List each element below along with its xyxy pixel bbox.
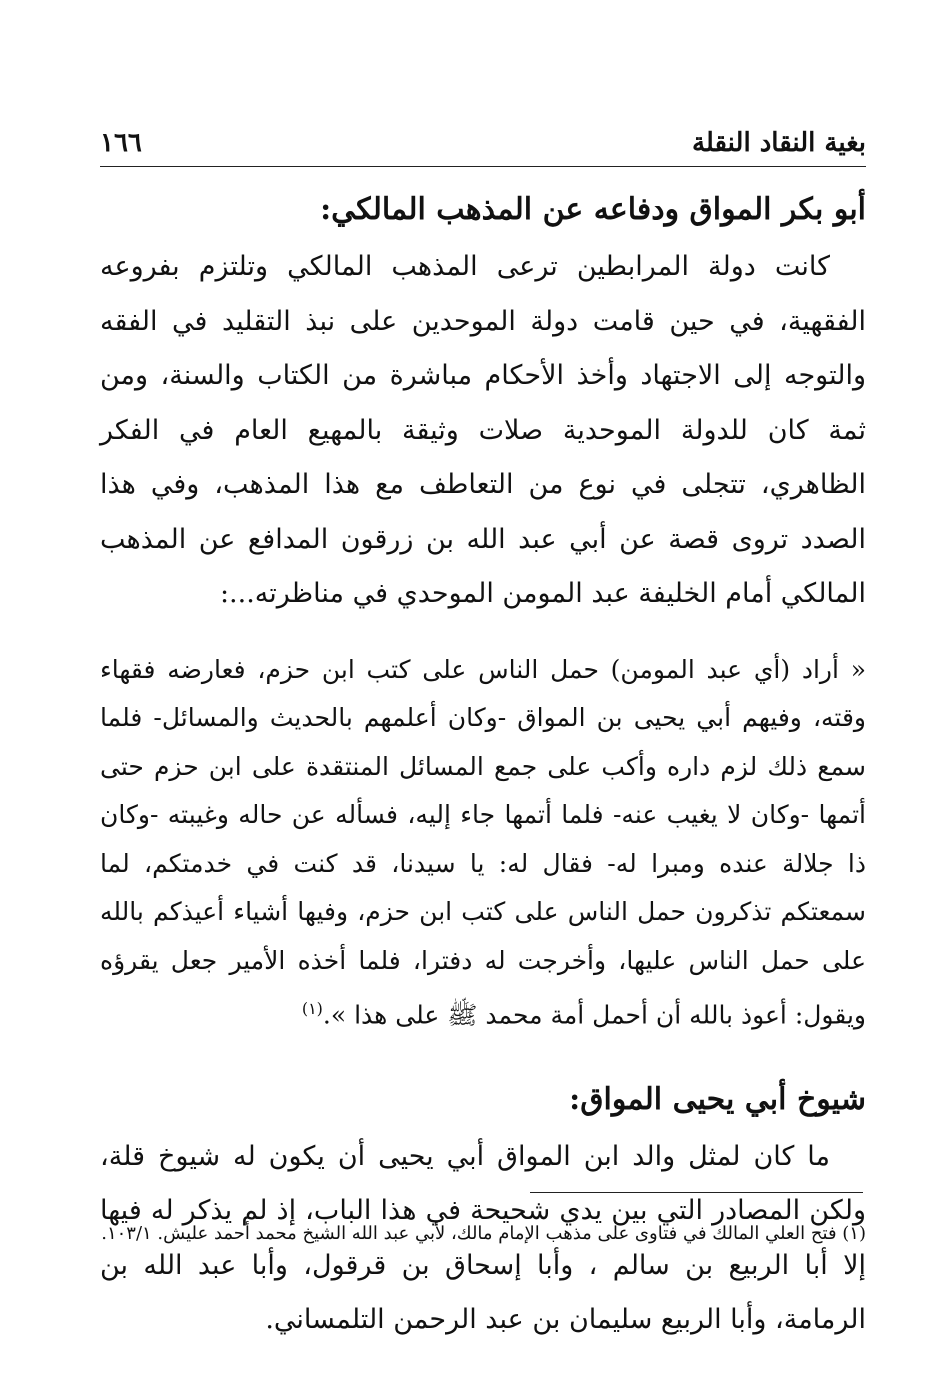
section-heading-almawwaq-defense: أبو بكر المواق ودفاعه عن المذهب المالكي: [320, 192, 866, 227]
footnote: (١) فتح العلي المالك في فتاوى على مذهب الإمام مالك، لأبي عبد الله الشيخ محمد أحمد عليش. ١٠٣/١. [101, 1223, 866, 1244]
footnote-divider [530, 1192, 863, 1193]
paragraph-teachers: ما كان لمثل والد ابن المواق أبي يحيى أن يكون له شيوخ قلة، ولكن المصادر التي بين يدي شحيحة في هذا الباب، إذ لم يذكر له فيها إلا أبا الربيع بن سالم ، وأبا إسحاق بن قرقول، وأبا عبد الله بن الرمامة، وأبا الربيع سليمان بن عبد الرحمن التلمساني. [100, 1140, 866, 1336]
page-number: ١٦٦ [100, 128, 142, 158]
block-quote [100, 646, 866, 1040]
header-title: بغية النقاد النقلة [691, 128, 866, 158]
footnote-reference: (١) [301, 999, 323, 1018]
paragraph-states: كانت دولة المرابطين ترعى المذهب المالكي وتلتزم بفروعه الفقهية، في حين قامت دولة الموحدين على نبذ التقليد في الفقه والتوجه إلى الاجتهاد وأخذ الأحكام مباشرة من الكتاب والسنة، ومن ثمة كان للدولة الموحدية صلات وثيقة بالمهيع العام في الفكر الظاهري، تتجلى في نوع من التعاطف مع هذا المذهب، وفي هذا الصدد تروى قصة عن أبي عبد الله بن زرقون المدافع عن المذهب المالكي أمام الخليفة عبد المومن الموحدي في مناظرته...: [100, 251, 866, 609]
quote-text: « أراد (أي عبد المومن) حمل الناس على كتب ابن حزم، فعارضه فقهاء وقته، وفيهم أبي يحيى بن المواق -وكان أعلمهم بالحديث والمسائل- فلما سمع ذلك لزم داره وأكب على جمع المسائل المنتقدة على ابن حزم حتى أتمها -وكان لا يغيب عنه- فلما أتمها جاء إليه، فسأله عن حاله وغيبته -وكان ذا جلالة عنده ومبرا له- فقال له: يا سيدنا، قد كنت في خدمتكم، لما سمعتكم تذكرون حمل الناس على كتب ابن حزم، وفيها أشياء أعيذكم بالله على حمل الناس عليها، وأخرجت له دفترا، فلما أخذه الأمير جعل يقرؤه ويقول: أعوذ بالله أن أحمل أمة محمد ﷺ على هذا ». [100, 654, 866, 1030]
header-divider [100, 166, 866, 167]
running-header [100, 118, 866, 158]
main-content [100, 180, 866, 1348]
section-heading-teachers: شيوخ أبي يحيى المواق: [569, 1081, 866, 1117]
